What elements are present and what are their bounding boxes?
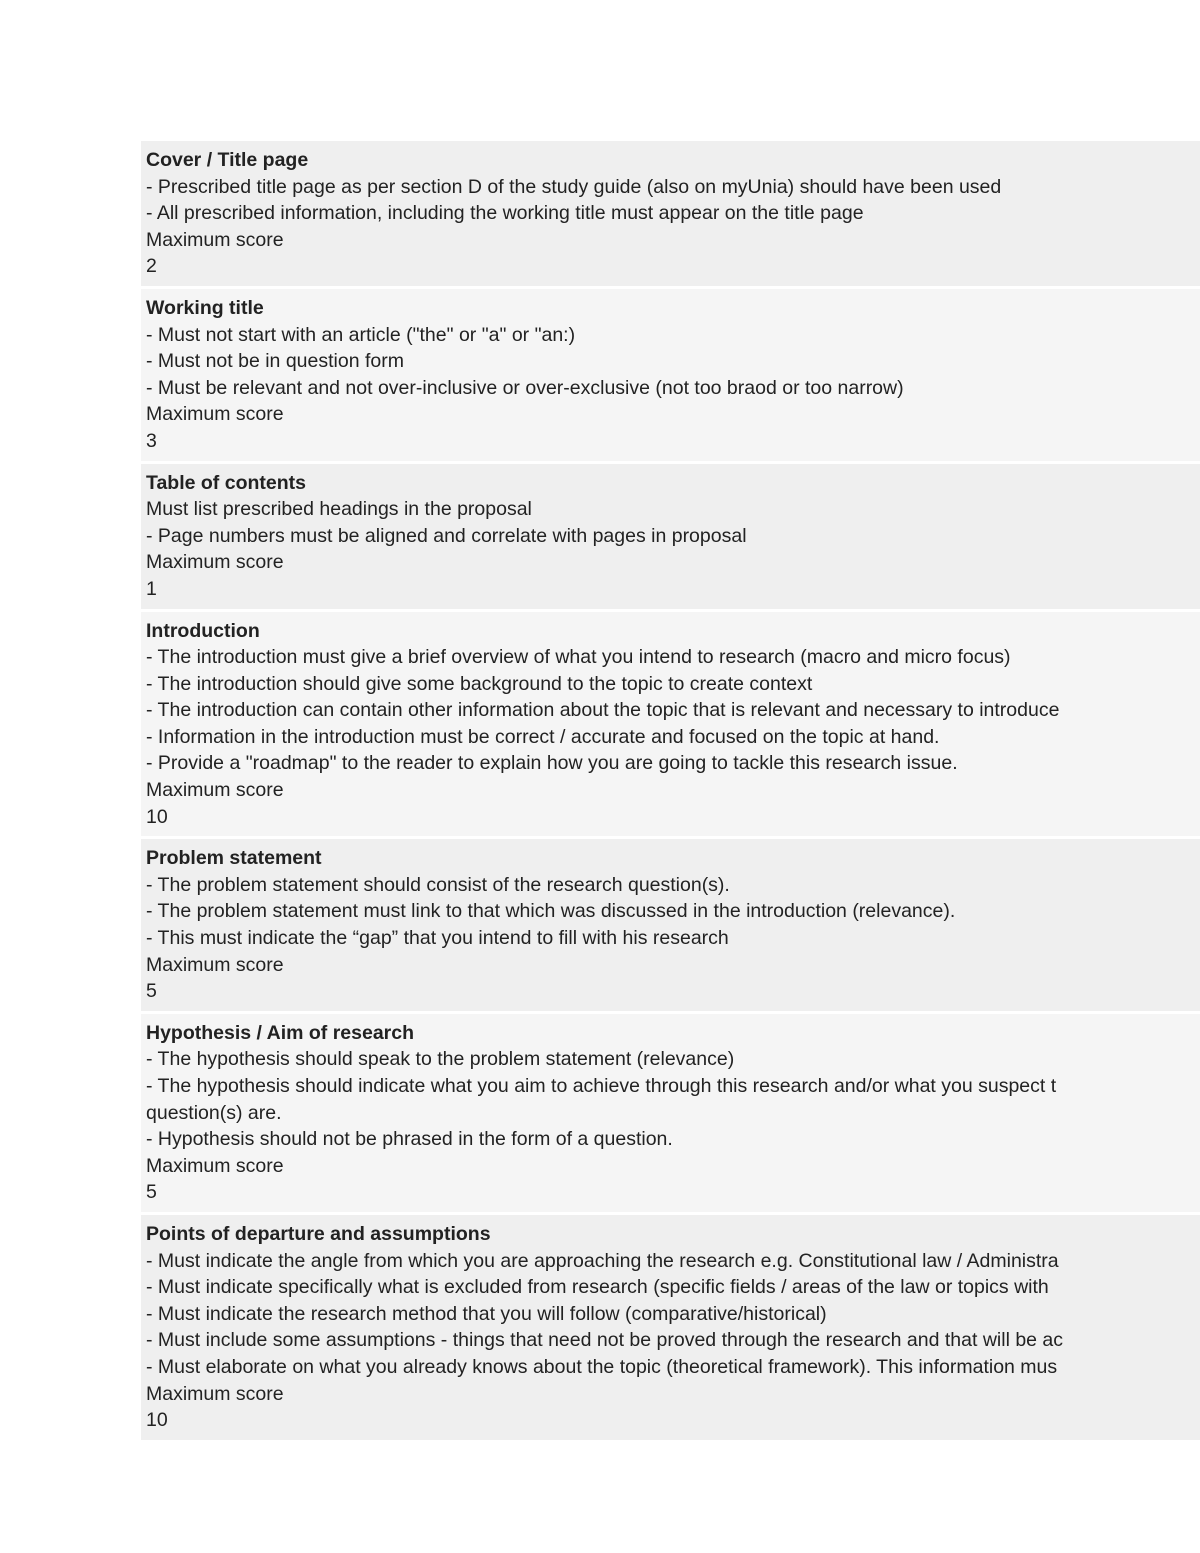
rubric-section-hypothesis [141,1014,1200,1212]
criterion-line: - Must indicate the angle from which you are approaching the research e.g. Constitutional law / Administra [146,1249,1059,1272]
section-title: Hypothesis / Aim of research [146,1021,415,1044]
rubric-section-problem-statement [141,839,1200,1011]
max-score-label: Maximum score [146,1154,284,1177]
rubric-table [141,141,1200,1443]
rubric-section-cover [141,141,1200,286]
criterion-line: question(s) are. [146,1101,282,1124]
criterion-line: - Must elaborate on what you already knows about the topic (theoretical framework). This information mus [146,1355,1058,1378]
criterion-line: - Hypothesis should not be phrased in the form of a question. [146,1128,673,1151]
rubric-section-table-of-contents [141,464,1200,609]
criterion-line: - The hypothesis should indicate what you aim to achieve through this research and/or what you suspect t [146,1075,1057,1097]
criterion-line: - Information in the introduction must be correct / accurate and focused on the topic at hand. [146,725,940,748]
criterion-line: - Must be relevant and not over-inclusive or over-exclusive (not too braod or too narrow) [146,376,904,399]
criterion-line: - The problem statement should consist of the research question(s). [146,873,730,896]
max-score-value: 5 [146,980,157,1003]
criterion-line: - The problem statement must link to that which was discussed in the introduction (relevance). [146,900,956,923]
criterion-line: - Must indicate specifically what is excluded from research (specific fields / areas of the law or topics with [146,1276,1049,1299]
criterion-line: - The introduction should give some background to the topic to create context [146,672,813,695]
criterion-line: - The hypothesis should speak to the problem statement (relevance) [146,1048,735,1071]
criterion-line: - Page numbers must be aligned and correlate with pages in proposal [146,524,747,547]
max-score-label: Maximum score [146,1382,284,1405]
section-title: Table of contents [146,471,306,494]
criterion-line: - Must not be in question form [146,350,404,373]
criterion-line: - The introduction can contain other information about the topic that is relevant and necessary to introduce [146,699,1060,722]
section-title: Working title [146,296,264,319]
rubric-section-points-of-departure [141,1215,1200,1440]
rubric-section-introduction [141,612,1200,837]
max-score-label: Maximum score [146,228,284,251]
max-score-label: Maximum score [146,953,284,976]
criterion-line: - All prescribed information, including the working title must appear on the title page [146,202,864,225]
criterion-line: - This must indicate the “gap” that you intend to fill with his research [146,927,729,950]
criterion-line: - Prescribed title page as per section D of the study guide (also on myUnia) should have been used [146,175,1002,198]
criterion-line: Must list prescribed headings in the proposal [146,498,532,521]
rubric-section-working-title [141,289,1200,461]
criterion-line: - The introduction must give a brief overview of what you intend to research (macro and micro focus) [146,646,1011,669]
max-score-value: 10 [146,1409,168,1432]
section-title: Problem statement [146,847,322,870]
criterion-line: - Must not start with an article ("the" or "a" or "an:) [146,323,576,346]
max-score-value: 1 [146,577,157,600]
max-score-label: Maximum score [146,403,284,426]
criterion-line: - Provide a "roadmap" to the reader to explain how you are going to tackle this research issue. [146,752,958,775]
max-score-value: 3 [146,429,157,452]
section-title: Introduction [146,619,260,642]
criterion-line: - Must indicate the research method that you will follow (comparative/historical) [146,1302,827,1325]
max-score-value: 10 [146,805,168,828]
criterion-line: - Must include some assumptions - things that need not be proved through the research and that will be ac [146,1329,1064,1352]
max-score-value: 2 [146,255,157,278]
max-score-label: Maximum score [146,551,284,574]
max-score-label: Maximum score [146,779,284,802]
section-title: Points of departure and assumptions [146,1222,491,1245]
max-score-value: 5 [146,1181,157,1204]
section-title: Cover / Title page [146,149,309,171]
